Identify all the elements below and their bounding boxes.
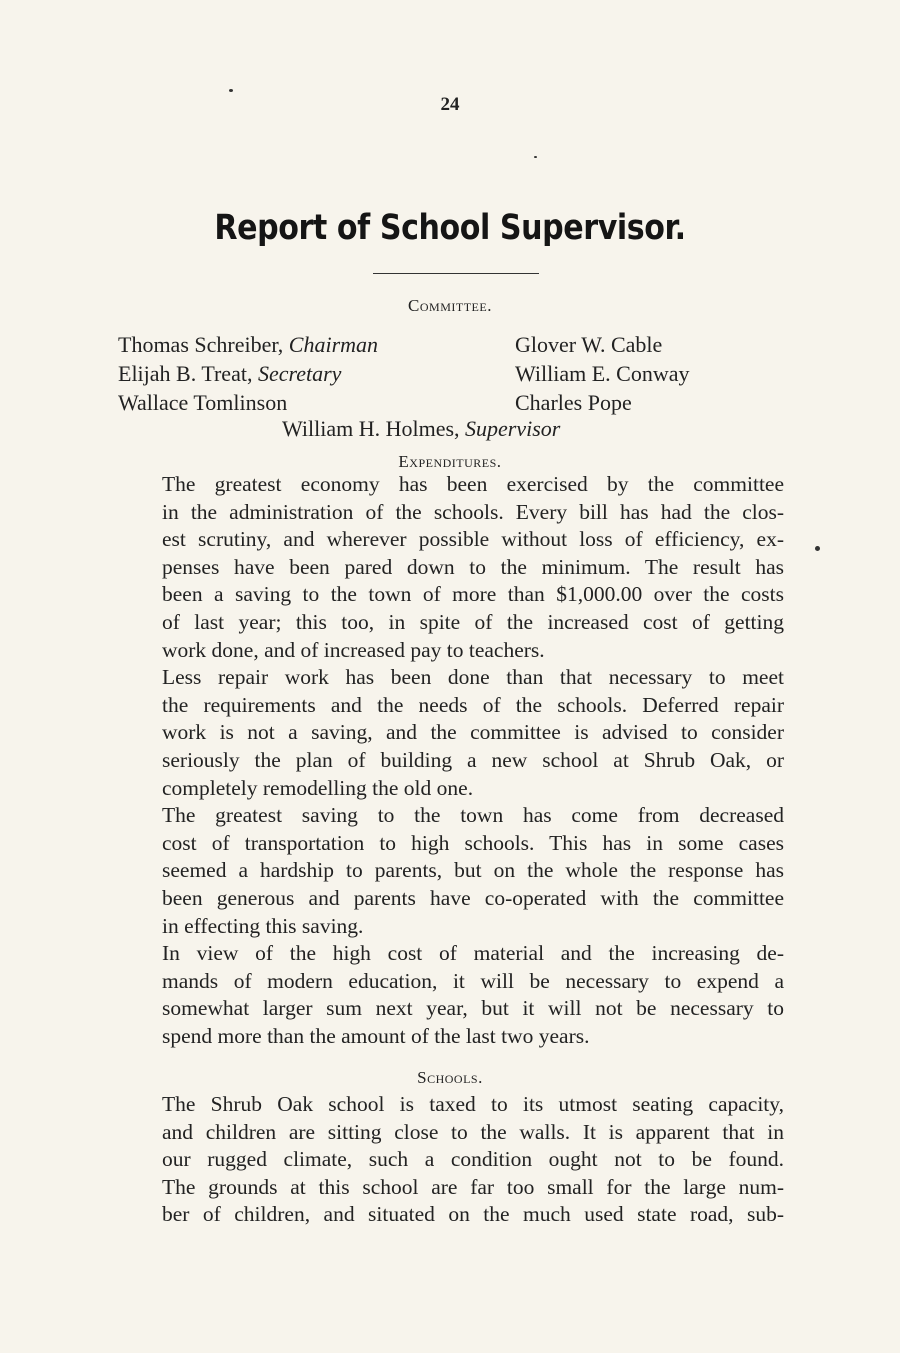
committee-row <box>118 330 758 359</box>
committee-heading: Committee. <box>408 296 492 315</box>
committee-member: Thomas Schreiber, Chairman <box>118 332 379 357</box>
paragraph: The greatest economy has been exercised by the committee in the administration of the schools. Every bill has had the clos- est scrutiny, and wherever possible without loss of efficiency, ex- penses have been pared down to the minimum. The result has been a saving to the town of more than $1,000.00 over the costs of last year; this too, in spite of the increased cost of getting work done, and of increased pay to teachers. <box>162 472 784 662</box>
page-title: Report of School Supervisor. <box>214 208 686 248</box>
expenditures-body <box>114 471 784 1050</box>
committee-row <box>118 388 758 417</box>
committee-member: Charles Pope <box>515 390 632 415</box>
paper-speck <box>815 546 820 551</box>
committee-member: Elijah B. Treat, Secretary <box>118 361 342 386</box>
committee-member: Wallace Tomlinson <box>118 390 288 415</box>
schools-body <box>114 1091 784 1229</box>
paragraph: Less repair work has been done than that necessary to meet the requirements and the needs of the schools. Deferred repair work is not a saving, and the committee is advised to consider seriously the plan of building a new school at Shrub Oak, or completely remodelling the old one. <box>162 665 784 800</box>
page-number: 24 <box>440 94 460 115</box>
paragraph: In view of the high cost of material and the increasing de- mands of modern education, it will be necessary to expend a somewhat larger sum next year, but it will not be necessary to spend more than the amount of the last two years. <box>162 941 784 1048</box>
paper-speck <box>534 156 537 158</box>
title-divider <box>373 273 539 274</box>
schools-heading: Schools. <box>417 1068 483 1087</box>
expenditures-heading: Expenditures. <box>398 452 502 471</box>
committee-member: Glover W. Cable <box>515 332 663 357</box>
committee-member: William E. Conway <box>515 361 690 386</box>
paper-speck <box>229 89 233 92</box>
supervisor-line: William H. Holmes, Supervisor <box>282 416 561 441</box>
committee-row <box>118 359 758 388</box>
paragraph: The Shrub Oak school is taxed to its utmost seating capacity, and children are sitting close to the walls. It is apparent that in our rugged climate, such a condition ought not to be found. The grounds at this school are far too small for the large num- ber of children, and situated on the much used state road, sub- <box>162 1092 784 1227</box>
committee-list <box>118 330 758 417</box>
paragraph: The greatest saving to the town has come from decreased cost of transportation to high schools. This has in some cases seemed a hardship to parents, but on the whole the response has been generous and parents have co-operated with the committee in effecting this saving. <box>162 803 784 938</box>
